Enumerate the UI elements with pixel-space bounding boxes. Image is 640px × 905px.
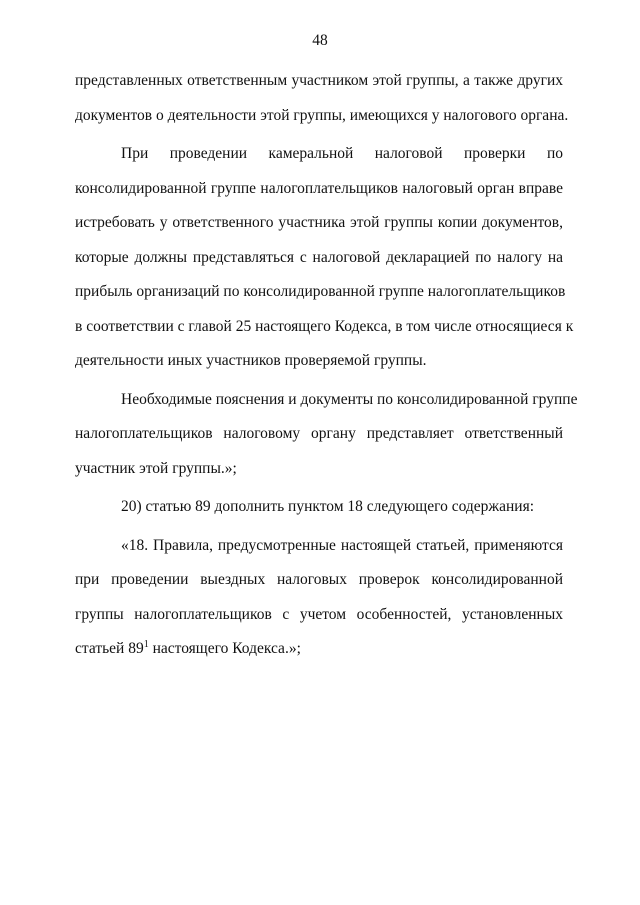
text-line <box>75 632 563 667</box>
text-line: которые должны представляться с налоговой декларацией по налогу на <box>75 248 563 266</box>
paragraph-3 <box>75 383 578 487</box>
text-line: 20) статью 89 дополнить пунктом 18 следующего содержания: <box>121 498 535 515</box>
text-line: деятельности иных участников проверяемой группы. <box>75 352 427 369</box>
text-fragment: статьей 89 <box>75 640 144 657</box>
text-line: При проведении камеральной налоговой проверки по <box>121 145 563 162</box>
text-line: участник этой группы.»; <box>75 459 237 477</box>
text-line: группы налогоплательщиков с учетом особенностей, установленных <box>75 605 563 623</box>
superscript: 1 <box>143 639 149 650</box>
paragraph-4 <box>75 490 563 525</box>
page-number: 48 <box>312 32 328 49</box>
text-fragment: настоящего Кодекса.»; <box>148 640 301 657</box>
document-body <box>75 64 578 667</box>
text-line: налогоплательщиков налоговому органу представляет ответственный <box>75 425 563 442</box>
paragraph-2 <box>75 137 574 379</box>
text-line: в соответствии с главой 25 настоящего Кодекса, в том числе относящиеся к <box>75 317 574 335</box>
text-line: представленных ответственным участником этой группы, а также других <box>75 72 563 89</box>
paragraph-1 <box>75 64 569 133</box>
text-line: истребовать у ответственного участника этой группы копии документов, <box>75 214 563 231</box>
text-line: документов о деятельности этой группы, имеющихся у налогового органа. <box>75 106 569 124</box>
text-line: Необходимые пояснения и документы по консолидированной группе <box>121 390 578 408</box>
text-line: консолидированной группе налогоплательщиков налоговый орган вправе <box>75 179 563 197</box>
paragraph-5 <box>75 529 563 667</box>
text-line: «18. Правила, предусмотренные настоящей статьей, применяются <box>121 536 563 554</box>
text-line: при проведении выездных налоговых проверок консолидированной <box>75 571 563 588</box>
text-line: прибыль организаций по консолидированной группе налогоплательщиков <box>75 283 566 300</box>
